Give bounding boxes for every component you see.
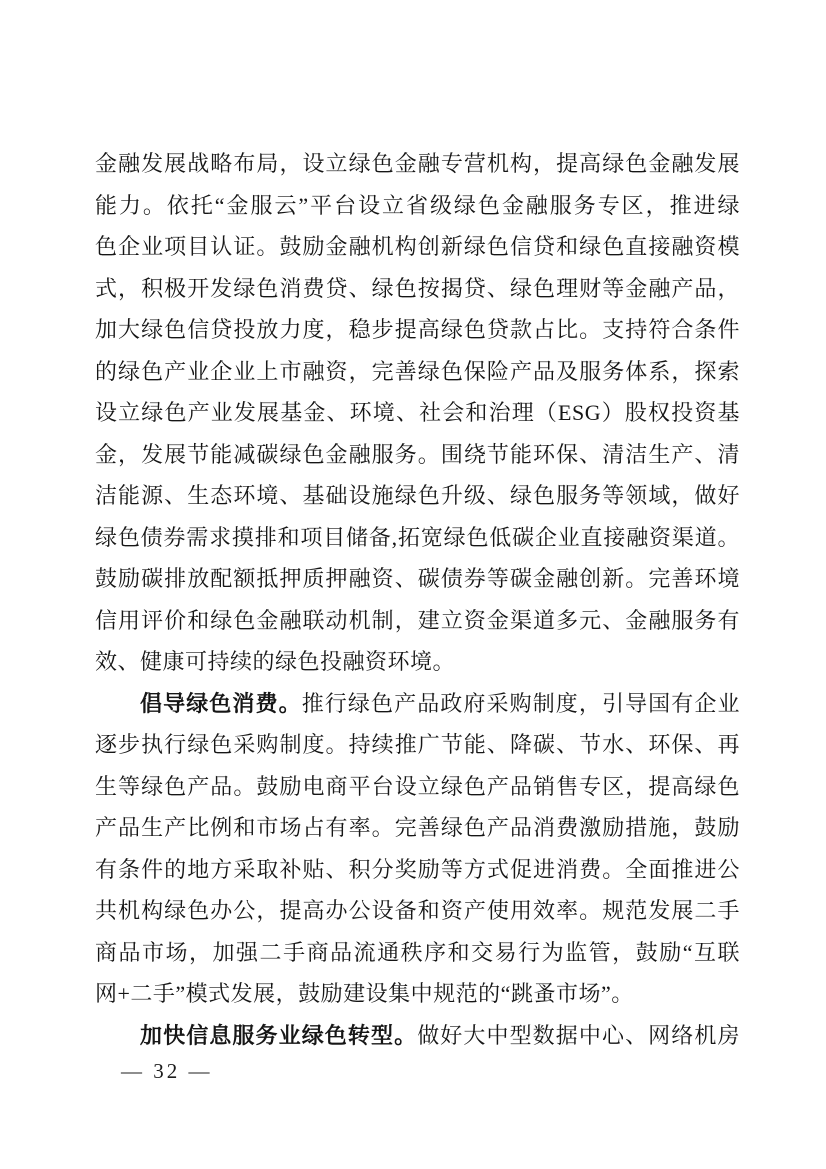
text-line <box>95 890 740 932</box>
text-line <box>95 392 740 434</box>
text-line <box>95 932 740 974</box>
body-text: 效、健康可持续的绿色投融资环境。 <box>95 649 456 674</box>
body-text: 金，发展节能减碳绿色金融服务。围绕节能环保、清洁生产、清 <box>95 441 740 467</box>
bold-heading-text: 倡导绿色消费。 <box>140 690 302 716</box>
text-line <box>95 683 740 725</box>
body-text: 逐步执行绿色采购制度。持续推广节能、降碳、节水、环保、再 <box>95 732 740 757</box>
body-text: 共机构绿色办公，提高办公设备和资产使用效率。规范发展二手 <box>95 898 740 923</box>
text-line <box>95 185 740 227</box>
text-line <box>95 309 740 351</box>
body-text: 设立绿色产业发展基金、环境、社会和治理（ESG）股权投资基 <box>95 400 740 425</box>
body-text: 有条件的地方采取补贴、积分奖励等方式促进消费。全面推进公 <box>95 856 740 882</box>
text-line <box>95 766 740 808</box>
text-line <box>95 351 740 393</box>
body-text: 产品生产比例和市场占有率。完善绿色产品消费激励措施，鼓励 <box>95 815 740 840</box>
text-line <box>95 475 740 517</box>
body-text: 的绿色产业企业上市融资，完善绿色保险产品及服务体系，探索 <box>95 358 740 384</box>
text-line <box>95 143 740 185</box>
text-line <box>95 226 740 268</box>
body-text: 色企业项目认证。鼓励金融机构创新绿色信贷和绿色直接融资模 <box>95 234 740 259</box>
body-text: 生等绿色产品。鼓励电商平台设立绿色产品销售专区，提高绿色 <box>95 773 740 799</box>
text-line <box>95 517 740 559</box>
text-line <box>95 558 740 600</box>
body-text: 绿色债券需求摸排和项目储备,拓宽绿色低碳企业直接融资渠道。 <box>95 524 740 550</box>
body-text: 能力。依托“金服云”平台设立省级绿色金融服务专区，推进绿 <box>95 192 740 218</box>
text-line <box>95 600 740 642</box>
document-body <box>95 143 740 1056</box>
body-text: 网+二手”模式发展，鼓励建设集中规范的“跳蚤市场”。 <box>95 981 634 1006</box>
paragraph-green-finance-continuation <box>95 143 740 683</box>
text-line <box>95 641 740 683</box>
body-text: 洁能源、生态环境、基础设施绿色升级、绿色服务等领域，做好 <box>95 483 740 508</box>
paragraph-information-services-green-transition <box>95 1015 740 1057</box>
text-line <box>95 268 740 310</box>
body-text: 加大绿色信贷投放力度，稳步提高绿色贷款占比。支持符合条件 <box>95 317 740 342</box>
body-text: 鼓励碳排放配额抵押质押融资、碳债券等碳金融创新。完善环境 <box>95 566 740 591</box>
page-number: — 32 — <box>121 1059 213 1083</box>
body-text: 信用评价和绿色金融联动机制，建立资金渠道多元、金融服务有 <box>95 607 740 633</box>
text-line <box>95 434 740 476</box>
text-line <box>95 807 740 849</box>
paragraph-green-consumption <box>95 683 740 1015</box>
body-text: 做好大中型数据中心、网络机房 <box>417 1022 740 1048</box>
text-line <box>95 1015 740 1057</box>
text-line <box>95 724 740 766</box>
text-line <box>95 973 740 1015</box>
bold-heading-text: 加快信息服务业绿色转型。 <box>140 1022 418 1048</box>
body-text: 商品市场，加强二手商品流通秩序和交易行为监管，鼓励“互联 <box>95 939 740 965</box>
body-text: 推行绿色产品政府采购制度，引导国有企业 <box>301 690 740 716</box>
body-text: 金融发展战略布局，设立绿色金融专营机构，提高绿色金融发展 <box>95 151 740 176</box>
text-line <box>95 849 740 891</box>
body-text: 式，积极开发绿色消费贷、绿色按揭贷、绿色理财等金融产品， <box>95 275 740 301</box>
